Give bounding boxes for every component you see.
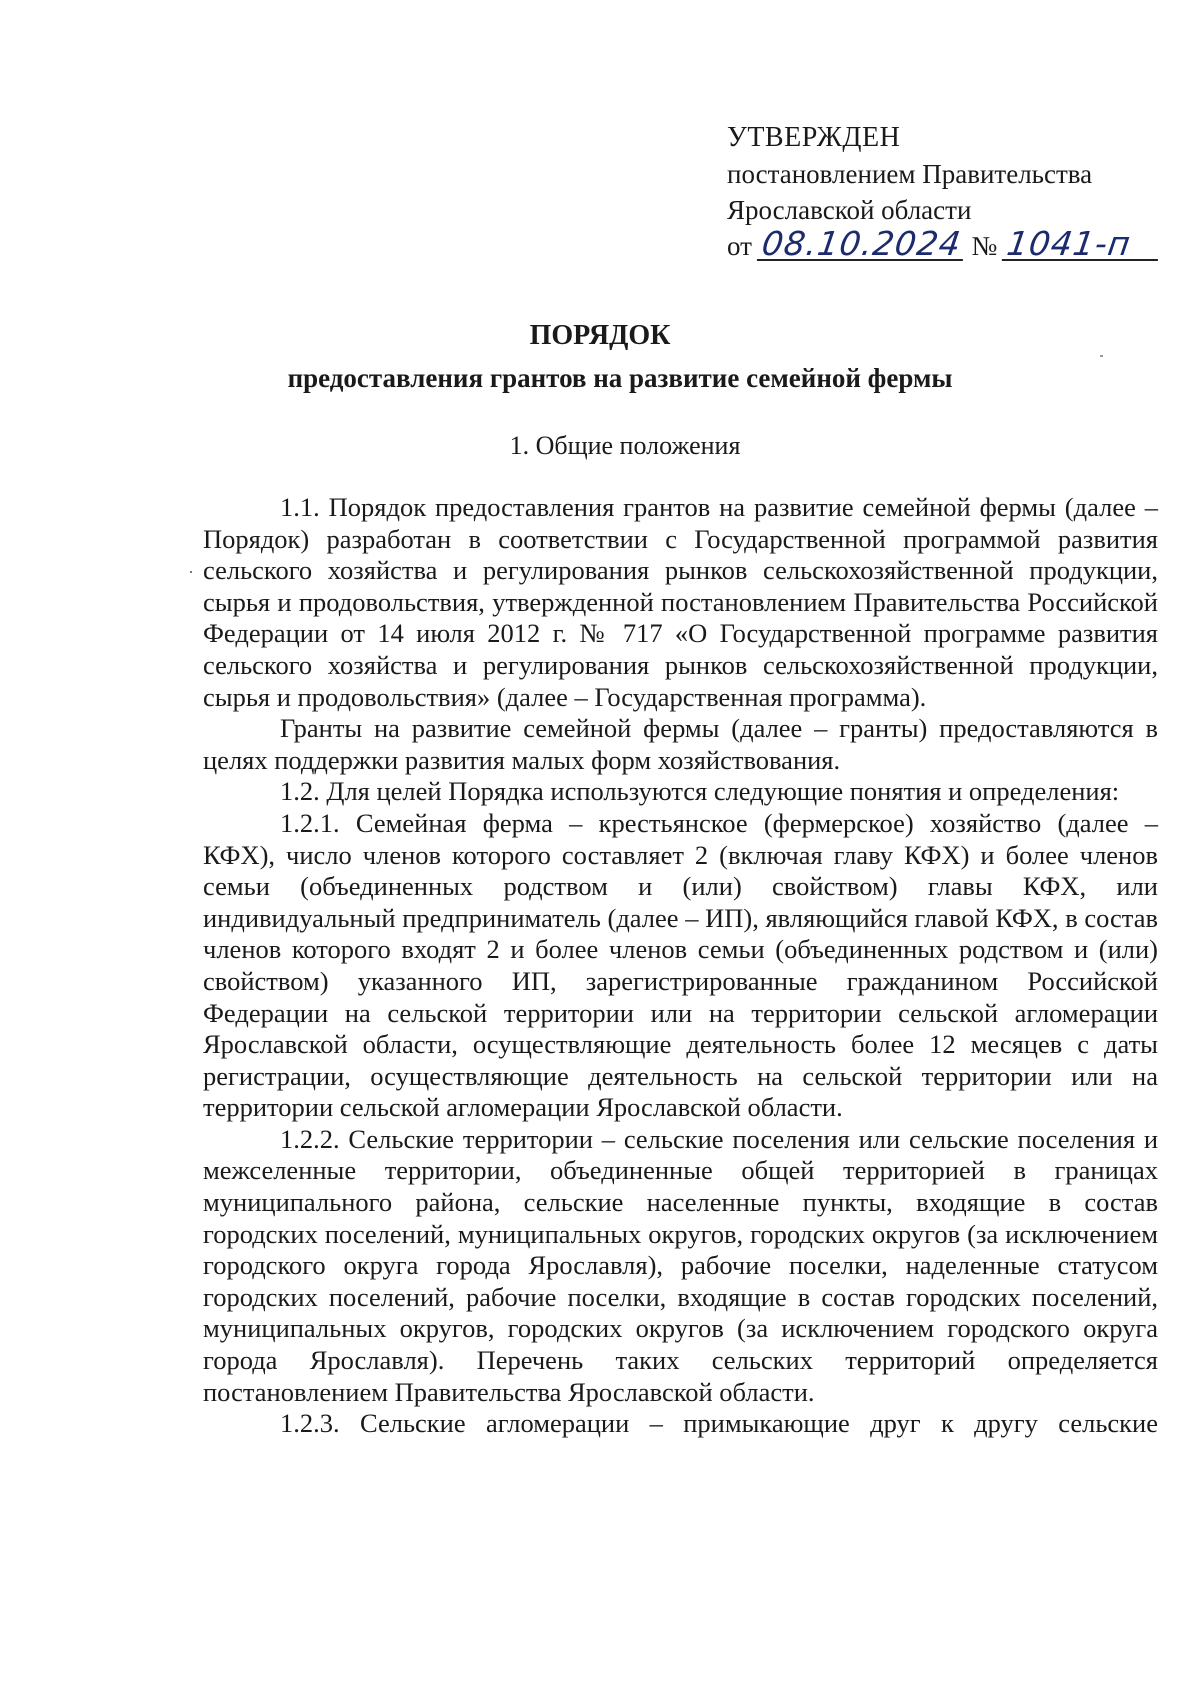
approval-date-line [727, 224, 1157, 264]
paragraph-1-2: 1.2. Для целей Порядка используются следующие понятия и определения: [280, 776, 1120, 807]
approval-line-1: постановлением Правительства [727, 159, 1093, 189]
number-label: № [971, 231, 998, 261]
handwritten-date: 08.10.2024 [756, 229, 966, 261]
approval-heading: УТВЕРЖДЕН [727, 122, 901, 153]
paragraph-1-2-1: 1.2.1. Семейная ферма – крестьянское (фермерское) хозяйство (далее – КФХ), число членов которого составляет 2 (включая главу КФХ) и более членов семьи (объединенных родством и (или) свойством) главы КФХ, или индивидуальный предприниматель (далее – ИП), являющийся главой КФХ, в состав членов которого входят 2 и более членов семьи (объединенных родством и (или) свойством) указанного ИП, зарегистрированные гражданином Российской Федерации на сельской территории или на территории сельской агломерации Ярославской области, осуществляющие деятельность более 12 месяцев с даты регистрации, осуществляющие деятельность на сельской территории или на территории сельской агломерации Ярославской области. [203, 807, 1158, 1123]
scan-speck [1100, 355, 1103, 357]
paragraph-grants: Гранты на развитие семейной фермы (далее – гранты) предоставляются в целях поддержки развития малых форм хозяйствования. [203, 713, 1158, 775]
paragraph-1-2-2: 1.2.2. Сельские территории – сельские поселения или сельские поселения и межселенные территории, объединенные общей территорией в границах муниципального района, сельские населенные пункты, входящие в состав городских поселений, муниципальных округов, городских округов (за исключением городского округа города Ярославля), рабочие поселки, наделенные статусом городских поселений, рабочие поселки, входящие в состав городских поселений, муниципальных округов, городских округов (за исключением городского округа города Ярославля). Перечень таких сельских территорий определяется постановлением Правительства Ярославской области. [203, 1123, 1158, 1407]
scan-speck [190, 571, 192, 573]
document-subtitle: предоставления грантов на развитие семейной фермы [287, 363, 953, 393]
paragraph-1-1: 1.1. Порядок предоставления грантов на развитие семейной фермы (далее – Порядок) разработан в соответствии с Государственной программой развития сельского хозяйства и регулирования рынков сельскохозяйственной продукции, сырья и продовольствия, утвержденной постановлением Правительства Российской Федерации от 14 июля 2012 г. № 717 «О Государственной программе развития сельского хозяйства и регулирования рынков сельскохозяйственной продукции, сырья и продовольствия» (далее – Государственная программа). [203, 492, 1158, 712]
handwritten-number: 1041-п [1002, 229, 1162, 261]
from-label: от [727, 231, 752, 261]
document-title: ПОРЯДОК [529, 320, 671, 351]
paragraph-1-2-3: 1.2.3. Сельские агломерации – примыкающие друг к другу сельские [280, 1408, 1158, 1439]
approval-block [727, 120, 1157, 264]
section-heading: 1. Общие положения [509, 431, 741, 460]
approval-line-2: Ярославской области [727, 195, 972, 225]
body-text [203, 492, 1158, 1440]
